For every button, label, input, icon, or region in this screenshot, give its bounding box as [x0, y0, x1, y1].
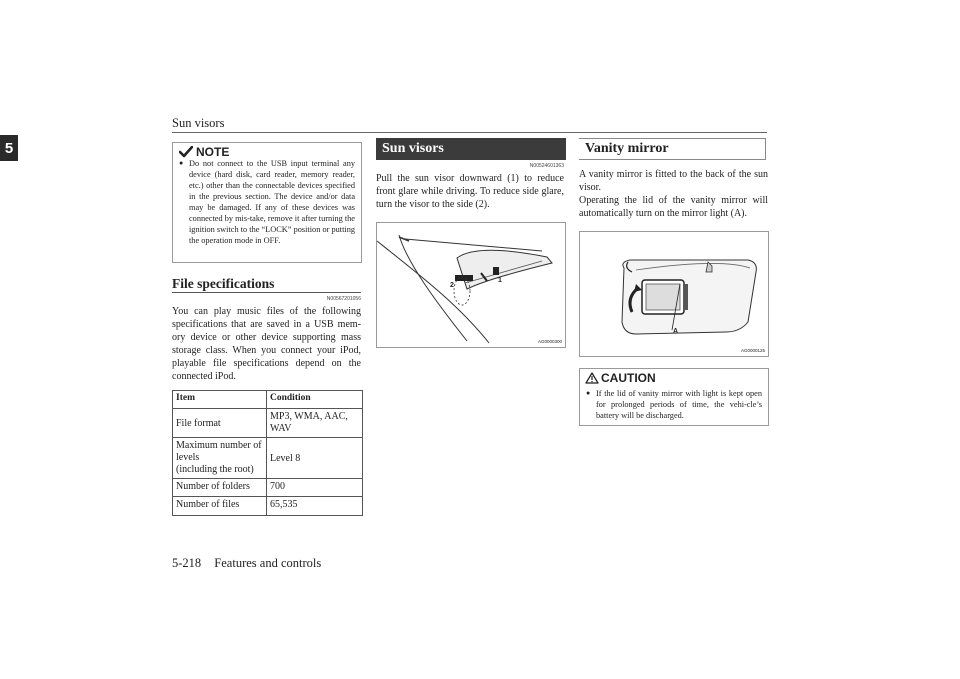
file-spec-table: [172, 390, 363, 516]
table-cell: File format: [173, 409, 267, 437]
note-text: Do not connect to the USB input terminal any device (hard disk, card reader, memory reader, etc.) other than the connectable devices specified in the previous section. The device and/or data may be damaged. If any of these devices was connected by mis-take, remove it after turning the ignition switch to the “LOCK” position or putting the operation mode in OFF.: [189, 159, 355, 245]
callout-a: A: [673, 328, 679, 335]
page-footer: [172, 556, 321, 571]
sun-visors-paragraph: Pull the sun visor downward (1) to reduce front glare while driving. To reduce side glare, turn the visor to the side (2).: [376, 173, 564, 210]
table-row: [173, 478, 362, 496]
note-header: [179, 145, 229, 159]
sun-visor-illustration: [376, 222, 566, 348]
vanity-mirror-drawing: [580, 232, 768, 356]
table-cell: Number of folders: [173, 479, 267, 496]
caution-text: If the lid of vanity mirror with light is kept open for prolonged periods of time, the vehi-cle’s battery will be discharged.: [596, 389, 762, 420]
caution-box: [579, 368, 769, 426]
header-rule: [172, 132, 767, 133]
sun-visor-drawing: [377, 223, 565, 347]
figure-code: AG0000300: [537, 339, 562, 344]
table-cell: 700: [270, 481, 285, 492]
table-cell: Level 8: [270, 452, 301, 464]
bullet-icon: ●: [586, 389, 591, 397]
note-label: NOTE: [196, 145, 230, 159]
footer-section: Features and controls: [214, 556, 322, 570]
chapter-tab: 5: [0, 135, 18, 161]
table-row: [173, 496, 362, 515]
vanity-mirror-heading: Vanity mirror: [579, 138, 766, 160]
table-row: [173, 437, 362, 478]
sun-visors-code: N00524601363: [529, 163, 564, 169]
table-header-row: [173, 391, 362, 408]
file-specifications-paragraph: You can play music files of the following specifications that are saved in a USB mem-ory device or other device supporting mass storage class. When you connect your iPod, playable file specifications depend on the connected iPod.: [172, 306, 361, 382]
callout-2: 2: [450, 282, 454, 289]
section-rule: [172, 292, 361, 293]
figure-code: AG0000125: [740, 348, 765, 353]
page-header-title: Sun visors: [172, 116, 225, 130]
callout-1: 1: [498, 277, 502, 284]
note-box: [172, 142, 362, 263]
bullet-icon: ●: [179, 159, 184, 167]
sun-visors-heading: Sun visors: [376, 138, 566, 160]
vanity-mirror-paragraph: A vanity mirror is fitted to the back of the sun visor. Operating the lid of the vanity mirror will automatically turn on the mirror light (A).: [579, 169, 768, 219]
table-cell: 65,535: [270, 499, 298, 510]
note-check-icon: [179, 146, 193, 158]
table-row: [173, 408, 362, 437]
file-specifications-code: N00567201056: [326, 296, 361, 302]
caution-header: [585, 371, 656, 385]
table-cell: Maximum number of levels (including the root): [173, 438, 267, 478]
warning-triangle-icon: [585, 372, 599, 384]
table-header-condition: Condition: [270, 393, 311, 403]
table-header-item: Item: [173, 391, 267, 408]
file-specifications-heading: File specifications: [172, 276, 275, 291]
vanity-mirror-illustration: [579, 231, 769, 357]
table-cell: Number of files: [173, 497, 267, 515]
caution-label: CAUTION: [601, 371, 656, 385]
table-cell: MP3, WMA, AAC, WAV: [270, 411, 348, 434]
page-number: 5-218: [172, 556, 202, 570]
